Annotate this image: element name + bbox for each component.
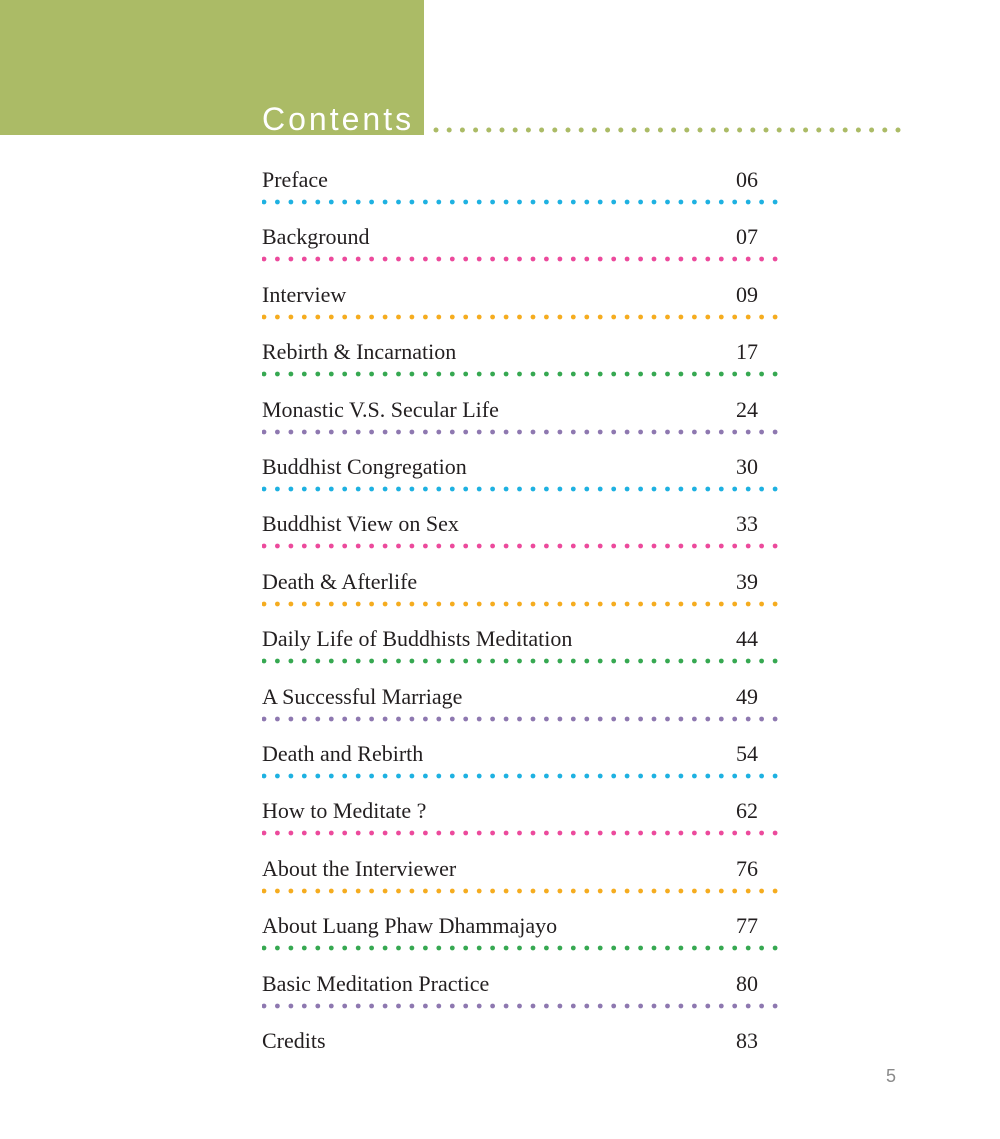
toc-entry-title: Daily Life of Buddhists Meditation bbox=[262, 626, 573, 651]
toc-entry bbox=[262, 222, 802, 252]
toc-entry-page: 62 bbox=[736, 798, 758, 823]
toc-entry-title: About the Interviewer bbox=[262, 856, 457, 881]
toc-entry bbox=[262, 452, 802, 482]
toc-entry-title: A Successful Marriage bbox=[262, 684, 463, 709]
toc-dotted-divider bbox=[262, 715, 792, 723]
toc-entry bbox=[262, 165, 802, 195]
page-number: 5 bbox=[886, 1066, 897, 1086]
toc-dotted-divider bbox=[262, 428, 792, 436]
toc-dotted-divider bbox=[262, 370, 792, 378]
toc-entry bbox=[262, 739, 802, 769]
toc-entry-page: 09 bbox=[736, 282, 758, 307]
toc-entry-title: About Luang Phaw Dhammajayo bbox=[262, 913, 558, 938]
toc-entry bbox=[262, 911, 802, 941]
toc-entry-title: Buddhist Congregation bbox=[262, 454, 467, 479]
toc-entry bbox=[262, 854, 802, 884]
toc-entry bbox=[262, 682, 802, 712]
toc-entry-page: 24 bbox=[736, 397, 758, 422]
toc-entry bbox=[262, 280, 802, 310]
toc-entry-page: 06 bbox=[736, 167, 758, 192]
toc-entry-title: Buddhist View on Sex bbox=[262, 511, 459, 536]
toc-dotted-divider bbox=[262, 485, 792, 493]
toc-entry bbox=[262, 969, 802, 999]
toc-entry-page: 54 bbox=[736, 741, 758, 766]
toc-dotted-divider bbox=[262, 657, 792, 665]
toc-dotted-divider bbox=[262, 1002, 792, 1010]
toc-entry-page: 07 bbox=[736, 224, 758, 249]
toc-entry-title: Basic Meditation Practice bbox=[262, 971, 490, 996]
toc-dotted-divider bbox=[262, 600, 792, 608]
toc-entry bbox=[262, 337, 802, 367]
toc-entry bbox=[262, 395, 802, 425]
toc-entry-title: Preface bbox=[262, 167, 328, 192]
toc-entry-title: How to Meditate ? bbox=[262, 798, 427, 823]
toc-entry-title: Monastic V.S. Secular Life bbox=[262, 397, 499, 422]
toc-entry bbox=[262, 567, 802, 597]
toc-entry-page: 39 bbox=[736, 569, 758, 594]
toc-entry-page: 17 bbox=[736, 339, 758, 364]
toc-entry-title: Background bbox=[262, 224, 370, 249]
toc-entry bbox=[262, 796, 802, 826]
toc-dotted-divider bbox=[262, 313, 792, 321]
toc-entry-title: Death & Afterlife bbox=[262, 569, 418, 594]
toc-dotted-divider bbox=[262, 829, 792, 837]
toc-entry-page: 77 bbox=[736, 913, 758, 938]
toc-dotted-divider bbox=[262, 255, 792, 263]
toc-entry-page: 33 bbox=[736, 511, 758, 536]
toc-dotted-divider bbox=[262, 542, 792, 550]
toc-entry-page: 30 bbox=[736, 454, 758, 479]
toc-dotted-divider bbox=[262, 944, 792, 952]
toc-entry-title: Interview bbox=[262, 282, 347, 307]
toc-entry-title: Credits bbox=[262, 1028, 326, 1053]
header-dotted-leader bbox=[432, 126, 902, 134]
toc-entry-page: 80 bbox=[736, 971, 758, 996]
toc-entry bbox=[262, 1026, 802, 1056]
page-title: Contents bbox=[262, 101, 415, 137]
toc-entry bbox=[262, 624, 802, 654]
toc-dotted-divider bbox=[262, 887, 792, 895]
toc-entry-title: Death and Rebirth bbox=[262, 741, 424, 766]
toc-entry-title: Rebirth & Incarnation bbox=[262, 339, 457, 364]
toc-dotted-divider bbox=[262, 198, 792, 206]
toc-entry-page: 76 bbox=[736, 856, 758, 881]
toc-dotted-divider bbox=[262, 772, 792, 780]
toc-entry bbox=[262, 509, 802, 539]
toc-entry-page: 49 bbox=[736, 684, 758, 709]
toc-entry-page: 83 bbox=[736, 1028, 758, 1053]
toc-entry-page: 44 bbox=[736, 626, 758, 651]
